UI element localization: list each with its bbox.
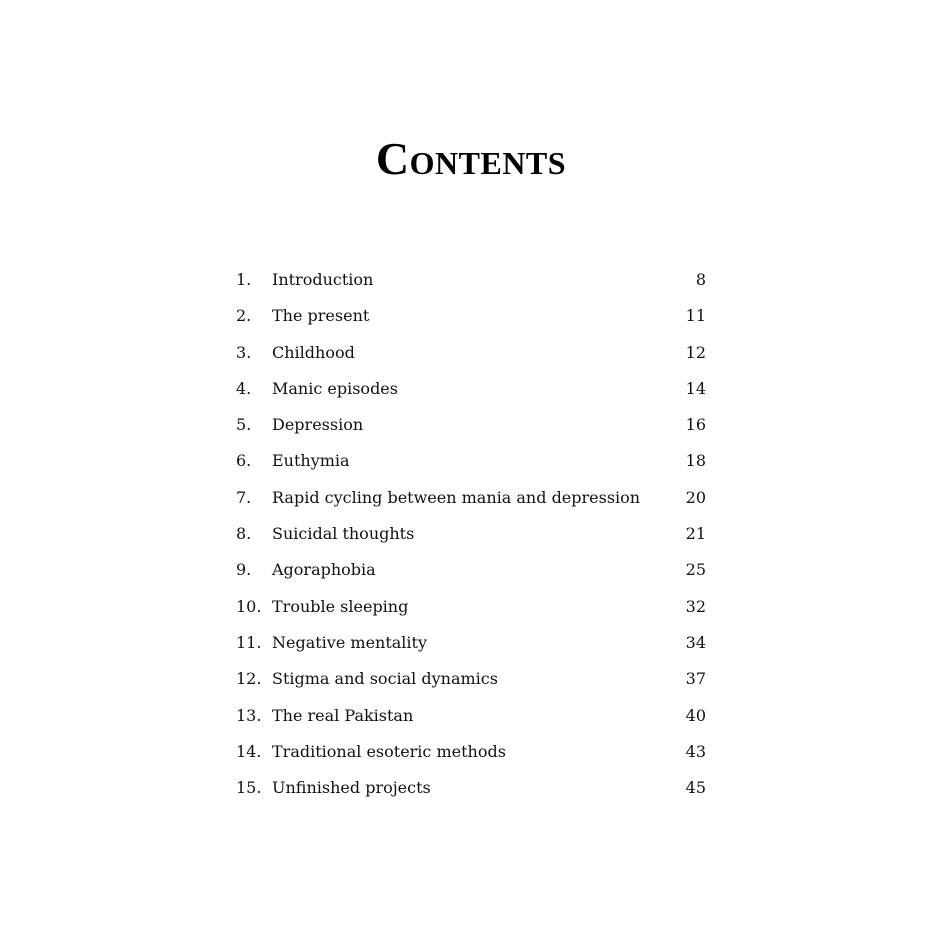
toc-entry-title: Childhood [272, 342, 355, 362]
toc-entry-title: Manic episodes [272, 378, 398, 398]
toc-entry-title: Trouble sleeping [272, 596, 409, 616]
toc-entry-title: Suicidal thoughts [272, 524, 415, 544]
toc-entry[interactable] [236, 415, 706, 451]
toc-entry[interactable] [236, 488, 706, 524]
toc-entry-page: 16 [685, 415, 706, 435]
toc-entry-title: The real Pakistan [272, 705, 414, 725]
toc-entry-number: 14. [236, 741, 262, 761]
page-title: Contents [375, 133, 567, 184]
toc-entry-number: 4. [236, 378, 252, 398]
toc-entry-page: 32 [685, 596, 706, 616]
toc-entry-title: Introduction [272, 270, 374, 289]
toc-entry-number: 9. [236, 560, 252, 580]
toc-entry-page: 25 [685, 560, 706, 580]
toc-entry-number: 13. [236, 705, 262, 725]
toc-entry-page: 12 [685, 342, 706, 362]
toc-entry[interactable] [236, 343, 706, 379]
toc-entry-title: Stigma and social dynamics [272, 669, 498, 689]
toc-entry-page: 45 [685, 778, 706, 798]
toc-entry[interactable] [236, 524, 706, 560]
toc-entry-number: 8. [236, 524, 252, 544]
toc-entry-page: 20 [685, 487, 706, 507]
toc-entry[interactable] [236, 742, 706, 778]
toc-entry-page: 8 [695, 270, 706, 289]
toc-entry-page: 11 [685, 306, 706, 326]
toc-entry-page: 18 [685, 451, 706, 471]
toc-entry-number: 1. [236, 270, 252, 289]
toc-entry[interactable] [236, 633, 706, 669]
toc-entry-title: Euthymia [272, 451, 350, 471]
toc-entry-title: The present [272, 306, 370, 326]
toc-entry[interactable] [236, 379, 706, 415]
toc-entry-number: 10. [236, 596, 262, 616]
toc-entry-title: Agoraphobia [272, 560, 376, 580]
toc-entry-title: Traditional esoteric methods [272, 741, 506, 761]
toc-entry-number: 7. [236, 487, 252, 507]
toc-entry-title: Negative mentality [272, 632, 428, 652]
toc-entry-number: 6. [236, 451, 252, 471]
toc-entry[interactable] [236, 706, 706, 742]
toc-entry[interactable] [236, 451, 706, 487]
toc-entry-page: 14 [685, 378, 706, 398]
toc-entry-number: 11. [236, 632, 262, 652]
toc-entry-page: 40 [685, 705, 706, 725]
toc-entry[interactable] [236, 597, 706, 633]
toc-entry[interactable] [236, 560, 706, 596]
toc-entry-page: 37 [685, 669, 706, 689]
toc-entry[interactable] [236, 306, 706, 342]
toc-entry-number: 3. [236, 342, 252, 362]
toc-entry[interactable] [236, 778, 706, 814]
toc-entry-number: 12. [236, 669, 262, 689]
toc-entry-title: Depression [272, 415, 364, 435]
table-of-contents [236, 270, 706, 814]
toc-entry-title: Rapid cycling between mania and depression [272, 487, 641, 507]
toc-entry[interactable] [236, 669, 706, 705]
toc-entry-page: 43 [685, 741, 706, 761]
toc-entry-number: 5. [236, 415, 252, 435]
toc-entry-page: 34 [685, 632, 706, 652]
toc-entry-number: 15. [236, 778, 262, 798]
toc-entry[interactable] [236, 270, 706, 306]
toc-entry-number: 2. [236, 306, 252, 326]
toc-entry-page: 21 [685, 524, 706, 544]
toc-entry-title: Unfinished projects [272, 778, 431, 798]
